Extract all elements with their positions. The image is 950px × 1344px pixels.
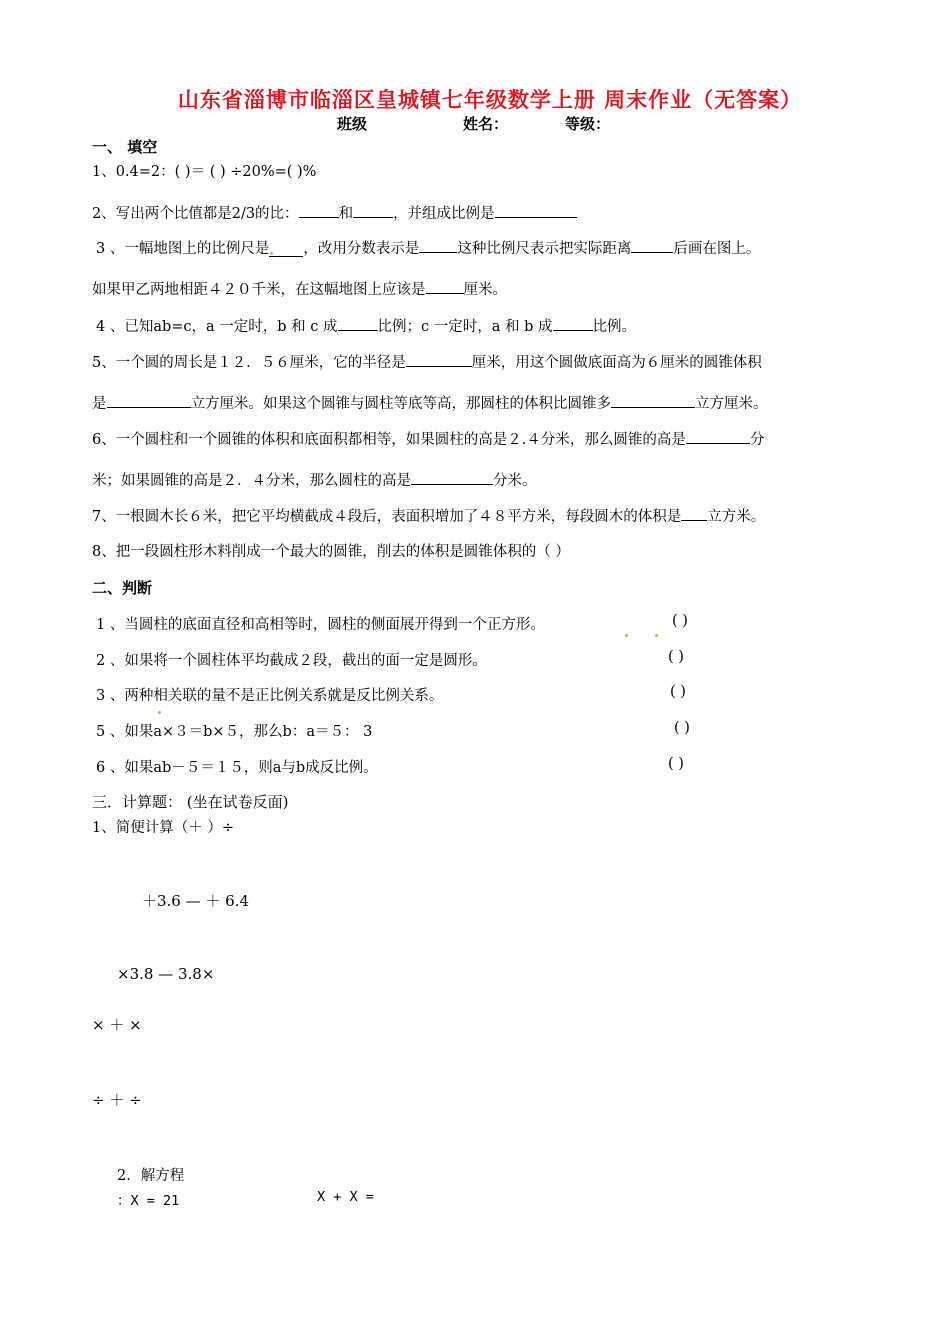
q5-line2-text-b: 立方厘米。如果这个圆锥与圆柱等底等高，那圆柱的体积比圆锥多 [190,396,611,413]
calc-q1: 1、简便计算（＋ ）÷ [92,820,234,836]
section2-heading: 二、判断 [92,579,153,597]
class-label: 班级 [337,115,368,133]
name-label: 姓名： [463,115,509,133]
mark-dot [270,252,273,255]
grade-label: 等级： [565,115,611,133]
section1-heading: 一、 填空 [92,138,158,156]
q7-blank-1[interactable] [681,505,707,521]
mark-dot [655,634,658,637]
q3-blank-2[interactable] [419,237,457,253]
q2-blank-1[interactable] [299,202,339,218]
q7-text-a: 7、一根圆木长６米，把它平均横截成４段后，表面积增加了４８平方米，每段圆木的体积是 [92,509,682,526]
mark-dot [157,697,162,716]
mark-dot [158,711,161,714]
section3-heading: 三．计算题： (坐在试卷反面) [92,793,289,811]
calc-q2: 2．解方程 [117,1168,185,1184]
calc-expr-3: × ＋ × [92,1016,142,1034]
q2-text-c: ，并组成比例是 [393,206,495,223]
q3-blank-1[interactable] [269,241,303,257]
judge-paren-5[interactable]: ( ) [674,720,690,736]
q3-text-d: 后画在图上。 [673,241,761,258]
q6-blank-1[interactable] [686,428,750,444]
q3 [96,237,760,258]
q1: 1、0.4=2：( )＝ ( ) ÷20%=( )% [92,164,317,180]
q5-blank-3[interactable] [611,392,695,408]
q3-blank-4[interactable] [426,278,464,294]
q7 [92,505,765,526]
q5-blank-2[interactable] [107,392,191,408]
calc-expr-4: ÷ ＋ ÷ [92,1091,142,1109]
judge-paren-1[interactable]: ( ) [672,613,688,629]
q6-blank-2[interactable] [411,469,493,485]
q3-text-c: 这种比例尺表示把实际距离 [457,241,632,258]
q4-text-b: 比例；c 一定时，a 和 b 成 [377,319,553,336]
q5-line2 [92,392,768,413]
q3-line2-text-b: 厘米。 [463,282,507,299]
q6-text-a: 6、一个圆柱和一个圆锥的体积和底面积都相等，如果圆柱的高是２.４分米，那么圆锥的高是 [92,432,686,449]
q5 [92,351,762,372]
q6-line2 [92,469,537,490]
q5-line2-text-c: 立方厘米。 [695,396,768,413]
q3-line2 [92,278,507,299]
judge-paren-6[interactable]: ( ) [668,756,684,772]
q3-text-a: 3 、一幅地图上的比例尺是 [96,241,270,258]
equation-2: X + X = [317,1189,374,1205]
q7-text-b: 立方米。 [707,509,766,526]
q5-line2-text-a: 是 [92,396,107,413]
q6-line2-text-b: 分米。 [493,473,537,490]
equation-1: ：X = 21 [117,1193,180,1209]
q2-text-b: 和 [338,206,354,223]
q4-blank-1[interactable] [338,315,378,331]
q3-line2-text-a: 如果甲乙两地相距４２０千米，在这幅地图上应该是 [92,282,426,299]
judge-item-5: 5 、如果a×３＝b×５，那么b：a＝５： 3 [96,724,373,740]
q2-text-a: 2、写出两个比值都是2/3的比： [92,206,299,223]
judge-item-3: 3 、两种相关联的量不是正比例关系就是反比例关系。 [96,688,444,704]
mark-dots [624,620,659,639]
q5-blank-1[interactable] [406,351,472,367]
q6-line2-text-a: 米；如果圆锥的高是２．４分米，那么圆柱的高是 [92,473,411,490]
q8: 8、把一段圆柱形木料削成一个最大的圆锥，削去的体积是圆锥体积的（ ） [92,544,570,560]
q6 [92,428,764,449]
q5-text-b: 厘米，用这个圆做底面高为６厘米的圆锥体积 [471,355,762,372]
q6-text-b: 分 [749,432,765,449]
calc-expr-1: ＋3.6 — ＋ 6.4 [142,892,250,910]
q4 [96,315,636,336]
q2-blank-2[interactable] [353,202,393,218]
q3-text-b: ，改用分数表示是 [303,241,420,258]
judge-item-2: 2 、如果将一个圆柱体平均截成２段，截出的面一定是圆形。 [96,653,487,669]
q2-blank-3[interactable] [495,202,577,218]
mark-dot [625,634,628,637]
page-title: 山东省淄博市临淄区皇城镇七年级数学上册 周末作业（无答案） [177,87,803,112]
q5-text-a: 5、一个圆的周长是１２．５６厘米，它的半径是 [92,355,406,372]
calc-expr-2: ×3.8 — 3.8× [117,965,215,983]
q3-blank-3[interactable] [631,237,673,253]
judge-paren-2[interactable]: ( ) [668,649,684,665]
judge-item-1: 1 、当圆柱的底面直径和高相等时，圆柱的侧面展开得到一个正方形。 [96,617,545,633]
q2 [92,202,577,223]
judge-paren-3[interactable]: ( ) [670,684,686,700]
judge-item-6: 6 、如果ab－５＝１５，则a与b成反比例。 [96,760,378,776]
q4-text-c: 比例。 [592,319,636,336]
q4-text-a: 4 、已知ab=c，a 一定时，b 和 c 成 [96,319,338,336]
q4-blank-2[interactable] [553,315,593,331]
